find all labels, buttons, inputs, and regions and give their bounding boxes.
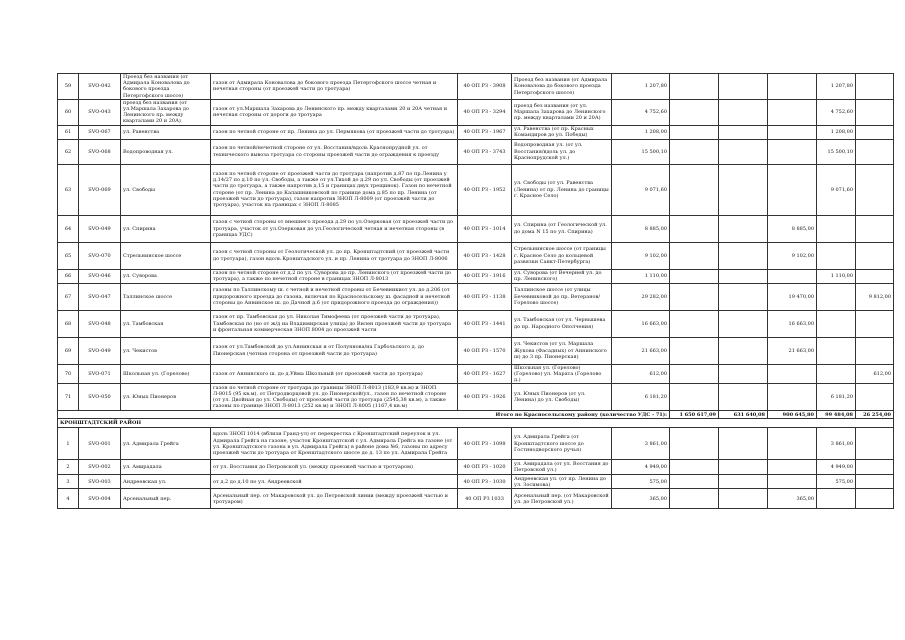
area-col-2 bbox=[768, 475, 817, 489]
table-row bbox=[58, 99, 894, 125]
area-col-2 bbox=[768, 125, 817, 139]
table-row bbox=[58, 310, 894, 337]
empty-cell bbox=[670, 428, 719, 460]
total-col-2: 900 645,80 bbox=[768, 411, 817, 419]
empty-cell bbox=[670, 489, 719, 509]
empty-cell bbox=[670, 269, 719, 283]
row-number: 3 bbox=[58, 475, 79, 489]
area-col-4 bbox=[856, 489, 894, 509]
row-number: 64 bbox=[58, 215, 79, 242]
total-area: 15 500,10 bbox=[612, 139, 670, 164]
total-area: 21 663,00 bbox=[612, 337, 670, 364]
object-address: Школьная ул. (Горелово) (Горелово) ул. Марата (Горелово д.) bbox=[512, 364, 612, 384]
row-number: 71 bbox=[58, 384, 79, 411]
area-col-3 bbox=[817, 283, 856, 310]
area-col-2 bbox=[768, 364, 817, 384]
object-description: газон от пр. Тамбовская до ул. Николая Тимофеева (от проезжей части до тротуара), Тамбовская по (но от ж/д на Владимирская улица) до Вилен проезжей части до тротуара и фронтальная коммерческая ЗНОП 8004 до проезжей части bbox=[211, 310, 458, 337]
table-row bbox=[58, 164, 894, 215]
zone-code: 40 ОП РЗ - 3743 bbox=[458, 139, 512, 164]
row-number: 1 bbox=[58, 428, 79, 460]
zone-code: 40 ОП РЗ - 1952 bbox=[458, 164, 512, 215]
object-code: SVO-047 bbox=[79, 283, 121, 310]
row-number: 70 bbox=[58, 364, 79, 384]
area-col-1 bbox=[719, 310, 768, 337]
area-col-3: 575,00 bbox=[817, 475, 856, 489]
area-col-2 bbox=[768, 460, 817, 475]
area-col-2 bbox=[768, 139, 817, 164]
table-row bbox=[58, 475, 894, 489]
object-address: ул. Тамбовская (от ул. Чернышева до пр. Народного Ополчения) bbox=[512, 310, 612, 337]
object-code: SVO-003 bbox=[79, 475, 121, 489]
area-col-1 bbox=[719, 99, 768, 125]
area-col-3 bbox=[817, 215, 856, 242]
object-code: SVO-043 bbox=[79, 99, 121, 125]
area-col-2: 8 885,00 bbox=[768, 215, 817, 242]
area-col-4: 9 812,00 bbox=[856, 283, 894, 310]
empty-cell bbox=[670, 139, 719, 164]
object-description: от д.2 до д.10 по ул. Андреевской bbox=[211, 475, 458, 489]
total-area: 3 861,00 bbox=[612, 428, 670, 460]
object-name: Водопроводная ул. bbox=[121, 139, 211, 164]
object-address: Водопроводная ул. (от ул. Восстания/вдоль ул. до Краснопрудской ул.) bbox=[512, 139, 612, 164]
area-col-1 bbox=[719, 337, 768, 364]
area-col-1 bbox=[719, 428, 768, 460]
area-col-4 bbox=[856, 139, 894, 164]
row-number: 4 bbox=[58, 489, 79, 509]
object-address: ул. Адмирала Грейга (от Кронштадтского шоссе до Гостинодворского ручья) bbox=[512, 428, 612, 460]
area-col-3: 3 861,00 bbox=[817, 428, 856, 460]
zone-code: 40 ОП РЗ - 1627 bbox=[458, 364, 512, 384]
table-row bbox=[58, 337, 894, 364]
area-col-1 bbox=[719, 139, 768, 164]
object-name: ул. Юных Пионеров bbox=[121, 384, 211, 411]
area-col-1 bbox=[719, 489, 768, 509]
object-address: Стрельнинское шоссе (от границы г. Красное Село до кольцевой развязки Санкт-Петербурга) bbox=[512, 242, 612, 269]
object-description: от ул. Восстания до Петровской ул. (между проезжей частью и тротуаром) bbox=[211, 460, 458, 475]
object-description: вдоль ЗНОП 1014 (вблизи Гранд-ул) от перекрестка с Кронштадтский переулок и ул. Адмирала Грейга на газоне, участок Кронштадтской с ул. Адмирала Грейга на газоне (от ул. Кронштадтского газона в ул. Адмирала Грейга) в районе дома №6, газоны по адресу проезжей части до тротуара от Кронштадтского шоссе до д. 13 по ул. Адмирала Грейга bbox=[211, 428, 458, 460]
row-number: 60 bbox=[58, 99, 79, 125]
object-code: SVO-050 bbox=[79, 384, 121, 411]
object-description: газон с четной стороны от внешнего проезда д.29 по ул.Озерковая (от проезжей части до тротуара, участок от ул.Озерковая до ул.Геологической четная и нечетная стороны (в границах УДС) bbox=[211, 215, 458, 242]
row-number: 63 bbox=[58, 164, 79, 215]
row-number: 66 bbox=[58, 269, 79, 283]
object-description: газон от ул.Тамбовской до ул.Аннинская и от Полуянова/на Гарбольского д. до Пионерская (четная сторона от проезжей части до тротуара) bbox=[211, 337, 458, 364]
total-col-3: 99 484,08 bbox=[817, 411, 856, 419]
area-col-3 bbox=[817, 242, 856, 269]
table-row bbox=[58, 460, 894, 475]
object-name: ул. Равенства bbox=[121, 125, 211, 139]
area-col-4 bbox=[856, 164, 894, 215]
object-code: SVO-001 bbox=[79, 428, 121, 460]
area-col-1 bbox=[719, 242, 768, 269]
object-name: ул. Амирадала bbox=[121, 460, 211, 475]
object-description: газон по четной стороне от проезжей части до тротуара (напротив д.87 по пр.Ленина у д.14/27 по д.10 по ул. Свободы, а также от ул.Тихой до д.29 по ул. Свободы (от проезжей части до тротуара, а также напротив д.15 и границах двух трещинок). Газон по нечетной стороне (от пр. Ленина до Калашниковской по границе дома д.85 по пр. Ленина (от проезжей части до тротуара), газон напротив ЗНОП Л-8009 (от проезжей части до тротуара), участок на границах с ЗНОП Л-8085 bbox=[211, 164, 458, 215]
object-address: Таллинское шоссе (от улицы Бечевниковой до пр. Ветеранов/Горелово шоссе) bbox=[512, 283, 612, 310]
object-name: проезд без названия (от ул.Маршала Захарова до Ленинского пр. между кварталами 20 и 20А) bbox=[121, 99, 211, 125]
zone-code: 40 ОП РЗ - 1138 bbox=[458, 283, 512, 310]
total-area: 365,00 bbox=[612, 489, 670, 509]
empty-cell bbox=[670, 475, 719, 489]
row-number: 2 bbox=[58, 460, 79, 475]
total-value: 1 650 617,09 bbox=[670, 411, 719, 419]
object-code: SVO-002 bbox=[79, 460, 121, 475]
object-code: SVO-004 bbox=[79, 489, 121, 509]
area-col-4 bbox=[856, 460, 894, 475]
empty-cell bbox=[670, 125, 719, 139]
zone-code: 40 ОП РЗ - 1570 bbox=[458, 337, 512, 364]
area-col-3: 1 208,00 bbox=[817, 125, 856, 139]
total-area: 16 663,00 bbox=[612, 310, 670, 337]
empty-cell bbox=[670, 384, 719, 411]
object-name: ул. Тамбовская bbox=[121, 310, 211, 337]
object-description: газоны по Таллинскому ш. с четной и нечетной стороны от Бечевникиот ул. до д.206 (от придорожного проезда до газона, включая по Красносельскому ш. фасадной и нечетной стороны до Аннинское ш. до Дачной д.6 (от придорожного проезда до ограждения)) bbox=[211, 283, 458, 310]
object-address: проезд без названия (от ул. Маршала Захарова до Ленинского пр. между кварталами 20 и 20А) bbox=[512, 99, 612, 125]
area-col-2: 16 663,00 bbox=[768, 310, 817, 337]
area-col-3: 1 207,80 bbox=[817, 74, 856, 100]
object-description: газон от ул.Маршала Захарова до Ленинского пр. между кварталами 20 и 20А четная и нечетная стороны от дороги до тротуара bbox=[211, 99, 458, 125]
object-code: SVO-042 bbox=[79, 74, 121, 100]
object-name: ул. Суворова bbox=[121, 269, 211, 283]
area-col-4 bbox=[856, 475, 894, 489]
area-col-1 bbox=[719, 364, 768, 384]
area-col-1 bbox=[719, 125, 768, 139]
row-number: 68 bbox=[58, 310, 79, 337]
area-col-4 bbox=[856, 310, 894, 337]
empty-cell bbox=[670, 283, 719, 310]
table-row bbox=[58, 125, 894, 139]
object-address: ул. Юных Пионеров (от ул. Ленина) до ул. Свободы) bbox=[512, 384, 612, 411]
object-code: SVO-069 bbox=[79, 164, 121, 215]
empty-cell bbox=[670, 99, 719, 125]
object-address: Проезд без названия (от Адмирала Коновалова до бокового проезда Петергофского шоссе) bbox=[512, 74, 612, 100]
object-address: ул. Суворова (от Вечерней ул. до пр. Ленинского) bbox=[512, 269, 612, 283]
object-name: Стрельнинское шоссе bbox=[121, 242, 211, 269]
total-area: 8 885,00 bbox=[612, 215, 670, 242]
zone-code: 40 ОП РЗ - 3294 bbox=[458, 99, 512, 125]
area-col-2 bbox=[768, 269, 817, 283]
area-col-1 bbox=[719, 283, 768, 310]
object-code: SVO-067 bbox=[79, 125, 121, 139]
area-col-3: 1 110,00 bbox=[817, 269, 856, 283]
area-col-3: 15 500,10 bbox=[817, 139, 856, 164]
object-code: SVO-046 bbox=[79, 269, 121, 283]
object-code: SVO-048 bbox=[79, 310, 121, 337]
area-col-3: 9 071,60 bbox=[817, 164, 856, 215]
object-address: ул. Спирина (от Геологической ул. до дома N 15 по ул. Спирина) bbox=[512, 215, 612, 242]
area-col-4: 612,00 bbox=[856, 364, 894, 384]
zone-code: 40 ОП РЗ 1033 bbox=[458, 489, 512, 509]
area-col-2: 365,00 bbox=[768, 489, 817, 509]
area-col-3: 4 752,60 bbox=[817, 99, 856, 125]
table-row bbox=[58, 364, 894, 384]
area-col-3: 6 181,20 bbox=[817, 384, 856, 411]
area-col-4 bbox=[856, 384, 894, 411]
total-area: 1 207,80 bbox=[612, 74, 670, 100]
area-col-4 bbox=[856, 428, 894, 460]
total-area: 9 071,60 bbox=[612, 164, 670, 215]
area-col-2 bbox=[768, 164, 817, 215]
object-name: Андреевская ул. bbox=[121, 475, 211, 489]
total-col-1: 631 640,08 bbox=[719, 411, 768, 419]
total-area: 4 949,00 bbox=[612, 460, 670, 475]
area-col-4 bbox=[856, 337, 894, 364]
object-name: Арсенальный пер. bbox=[121, 489, 211, 509]
object-address: Андреевская ул. (от пр. Ленина до ул. Зосимова) bbox=[512, 475, 612, 489]
area-col-1 bbox=[719, 164, 768, 215]
area-col-1 bbox=[719, 269, 768, 283]
area-col-2: 9 102,00 bbox=[768, 242, 817, 269]
table-row bbox=[58, 269, 894, 283]
area-col-3 bbox=[817, 364, 856, 384]
total-area: 1 208,00 bbox=[612, 125, 670, 139]
row-number: 65 bbox=[58, 242, 79, 269]
object-name: ул. Спирина bbox=[121, 215, 211, 242]
table-row bbox=[58, 242, 894, 269]
empty-cell bbox=[670, 460, 719, 475]
zone-code: 40 ОП РЗ - 1967 bbox=[458, 125, 512, 139]
object-code: SVO-071 bbox=[79, 364, 121, 384]
area-col-3 bbox=[817, 337, 856, 364]
object-description: газон по четной стороне от тротуара до границы ЗНОП Л-8013 (183,9 кв.м) и ЗНОП Л-8015 (95 кв.м), от Петродворцовой ул. до Пионерской/ул., газон по нечетной стороне (от ул. Двойная до ул. Свободы) от проезжей части до тротуара (2545,38 кв.м), а также газоны по границе ЗНОП Л-8013 (252 кв.м) и ЗНОП Л-8005 (1167,4 кв.м) bbox=[211, 384, 458, 411]
area-col-2: 21 663,00 bbox=[768, 337, 817, 364]
section-header-row bbox=[58, 419, 894, 428]
total-area: 6 181,20 bbox=[612, 384, 670, 411]
area-col-1 bbox=[719, 74, 768, 100]
object-description: Арсенальный пер. от Макаровской ул. до Петровской линии (между проезжей частью и тротуаром) bbox=[211, 489, 458, 509]
row-number: 67 bbox=[58, 283, 79, 310]
empty-cell bbox=[670, 310, 719, 337]
table-row bbox=[58, 283, 894, 310]
section-title: КРОНШТАДТСКИЙ РАЙОН bbox=[58, 419, 894, 428]
object-description: газон от Адмирала Коновалова до бокового проезда Петергофского шоссе четная и нечетная стороны (от проезжей части до тротуара) bbox=[211, 74, 458, 100]
area-col-4 bbox=[856, 99, 894, 125]
object-address: ул. Амирадала (от ул. Восстания до Петровской ул.) bbox=[512, 460, 612, 475]
table-row bbox=[58, 384, 894, 411]
area-col-2 bbox=[768, 428, 817, 460]
object-name: Таллинское шоссе bbox=[121, 283, 211, 310]
empty-cell bbox=[670, 242, 719, 269]
object-description: газон по четной стороне от пр. Ленина до ул. Пермякова (от проезжей части до тротуара) bbox=[211, 125, 458, 139]
area-col-2 bbox=[768, 384, 817, 411]
area-col-2 bbox=[768, 74, 817, 100]
zone-code: 40 ОП РЗ - 1030 bbox=[458, 475, 512, 489]
zone-code: 40 ОП РЗ - 1428 bbox=[458, 242, 512, 269]
total-area: 612,00 bbox=[612, 364, 670, 384]
area-col-1 bbox=[719, 215, 768, 242]
empty-cell bbox=[670, 74, 719, 100]
object-code: SVO-070 bbox=[79, 242, 121, 269]
empty-cell bbox=[670, 337, 719, 364]
table-row bbox=[58, 428, 894, 460]
zone-code: 40 ОП РЗ - 1916 bbox=[458, 269, 512, 283]
object-name: Школьная ул. (Горелово) bbox=[121, 364, 211, 384]
zone-code: 40 ОП РЗ - 1014 bbox=[458, 215, 512, 242]
zone-code: 40 ОП РЗ - 1098 bbox=[458, 428, 512, 460]
empty-cell bbox=[670, 215, 719, 242]
object-code: SVO-068 bbox=[79, 139, 121, 164]
object-name: Проезд без названия (от Адмирала Коновалова до бокового проезда Петергофского шоссе) bbox=[121, 74, 211, 100]
object-name: ул. Чекистов bbox=[121, 337, 211, 364]
object-description: газон с четной стороны от Геологической ул. до пр. Кронштадтский (от проезжей части до тротуара), газон вдоль Кронштадского ул. и пр. Ленина от тротуара до ЗНОП Л-8006 bbox=[211, 242, 458, 269]
total-col-4: 26 254,00 bbox=[856, 411, 894, 419]
object-address: Арсенальный пер. (от Макаровской ул. до Петровской ул.) bbox=[512, 489, 612, 509]
table-row bbox=[58, 489, 894, 509]
area-col-4 bbox=[856, 74, 894, 100]
total-area: 575,00 bbox=[612, 475, 670, 489]
zone-code: 40 ОП РЗ - 1020 bbox=[458, 460, 512, 475]
total-row bbox=[58, 411, 894, 419]
object-code: SVO-049 bbox=[79, 337, 121, 364]
area-col-2 bbox=[768, 99, 817, 125]
object-address: ул. Свободы (от ул. Равенства (Ленина) от пр. Ленина до границы г. Красное Село) bbox=[512, 164, 612, 215]
zone-code: 40 ОП РЗ - 1926 bbox=[458, 384, 512, 411]
object-address: ул. Чекистов (от ул. Маршала Жукова (Фасадных) от Аннинского ш) до 3 пр. Пионерская) bbox=[512, 337, 612, 364]
object-description: газон от Аннинского ш. до д.Уйма Школьный (от проезжей части до тротуара) bbox=[211, 364, 458, 384]
area-col-4 bbox=[856, 125, 894, 139]
area-col-1 bbox=[719, 475, 768, 489]
object-description: газон по четной/нечетной стороне от ул. Восстания/вдоль Краснопрудной ул. от технического вывоза тротуара со стороны проезжей части до ограждения к проезду bbox=[211, 139, 458, 164]
row-number: 59 bbox=[58, 74, 79, 100]
total-label: Итого по Красносельскому району (количество УДС - 71): bbox=[58, 411, 670, 419]
area-col-1 bbox=[719, 384, 768, 411]
area-col-4 bbox=[856, 242, 894, 269]
total-area: 1 110,00 bbox=[612, 269, 670, 283]
object-name: ул. Свободы bbox=[121, 164, 211, 215]
area-col-2: 19 470,00 bbox=[768, 283, 817, 310]
object-address: ул. Равенства (от пр. Красных Командиров до ул. Победы) bbox=[512, 125, 612, 139]
table-row bbox=[58, 215, 894, 242]
zone-code: 40 ОП РЗ - 3908 bbox=[458, 74, 512, 100]
row-number: 69 bbox=[58, 337, 79, 364]
total-area: 9 102,00 bbox=[612, 242, 670, 269]
table-row bbox=[58, 74, 894, 100]
total-area: 29 282,00 bbox=[612, 283, 670, 310]
object-description: газон по четной стороне от д.2 по ул. Суворова до пр. Ленинского (от проезжей части до тротуара), а также по нечетной стороне в границах ЗНОП Л-8013 bbox=[211, 269, 458, 283]
table-row bbox=[58, 139, 894, 164]
empty-cell bbox=[670, 164, 719, 215]
area-col-3 bbox=[817, 310, 856, 337]
zone-code: 40 ОП РЗ - 1441 bbox=[458, 310, 512, 337]
area-col-3 bbox=[817, 489, 856, 509]
row-number: 62 bbox=[58, 139, 79, 164]
area-col-3: 4 949,00 bbox=[817, 460, 856, 475]
area-col-4 bbox=[856, 269, 894, 283]
empty-cell bbox=[670, 364, 719, 384]
total-area: 4 752,60 bbox=[612, 99, 670, 125]
object-name: ул. Адмирала Грейга bbox=[121, 428, 211, 460]
area-col-4 bbox=[856, 215, 894, 242]
row-number: 61 bbox=[58, 125, 79, 139]
object-code: SVO-049 bbox=[79, 215, 121, 242]
area-col-1 bbox=[719, 460, 768, 475]
registry-table bbox=[57, 73, 894, 509]
